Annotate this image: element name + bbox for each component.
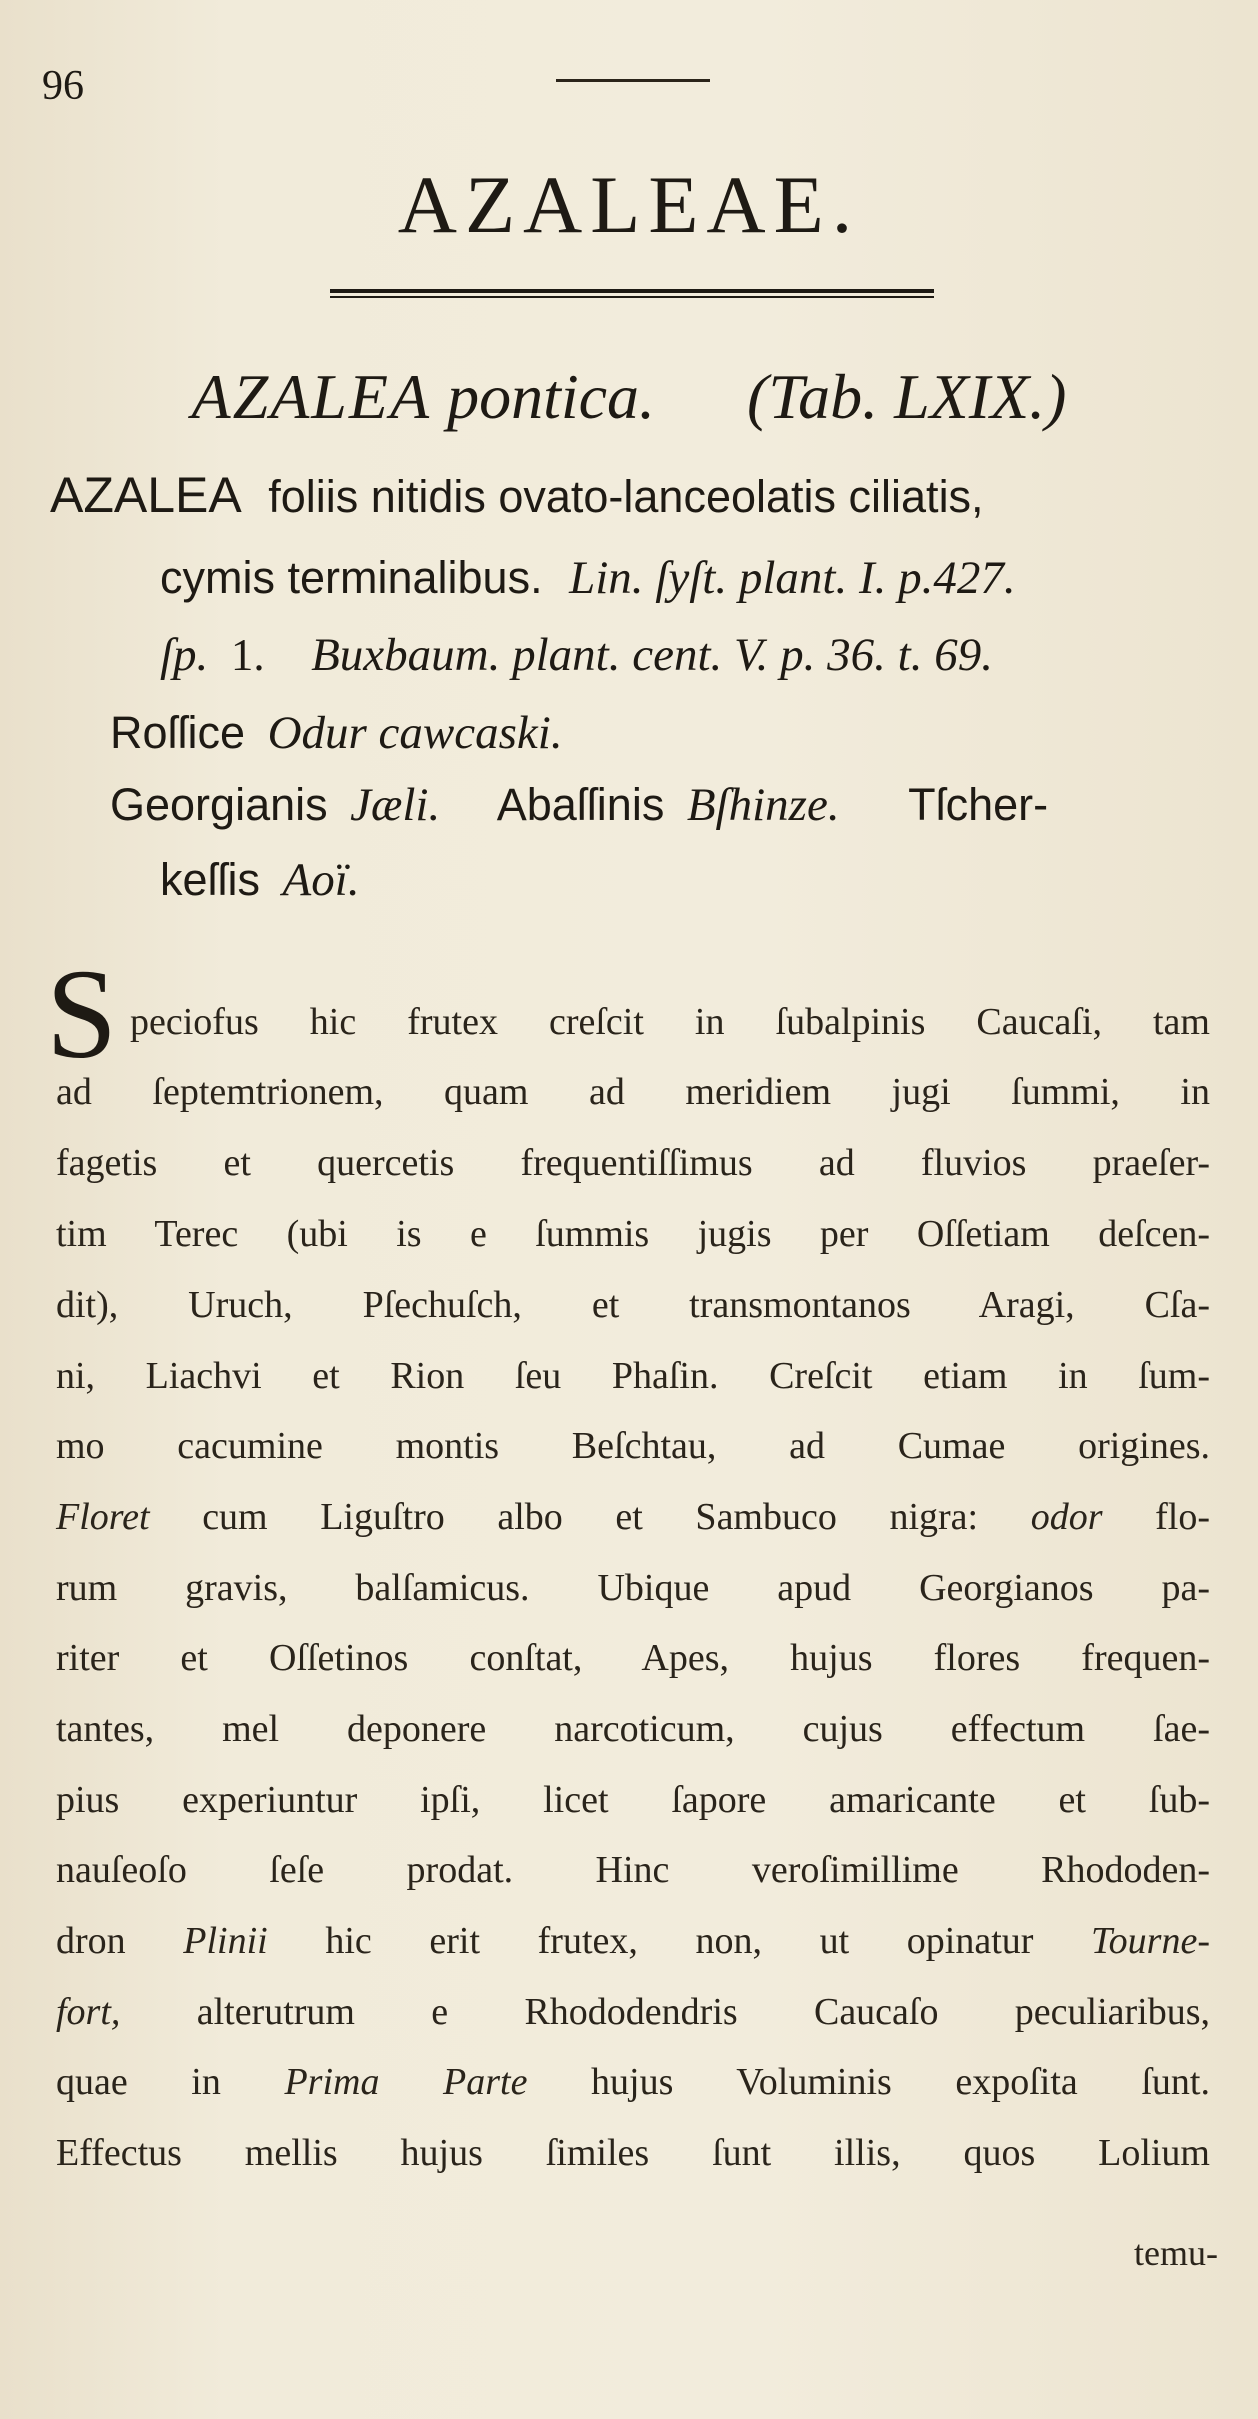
body-segment: quae in [56,2061,285,2103]
vernacular-lang: Roſſice [110,707,246,758]
body-line [56,1990,1210,2034]
heading-epithet: pontica. [447,361,656,432]
vernacular-lang: keſſis [160,854,261,905]
body-line [130,1000,1210,1044]
body-segment: cum Liguſtro albo et Sambuco nigra: [149,1496,1031,1538]
drop-capital: S [46,943,118,1085]
italic-term: Tourne- [1091,1920,1210,1962]
vernacular-name: Odur cawcaski. [267,707,563,759]
header-rule [556,79,710,82]
vernacular-name: Aoï. [282,854,360,906]
italic-term: fort, [56,1991,121,2033]
body-segment: fagetis et quercetis frequentiſſimus ad fluvios praeſer- [56,1142,1210,1184]
species-heading [0,360,1258,434]
body-line [56,1283,1210,1327]
synonymy-genus: AZALEA [50,467,242,523]
body-segment: riter et Oſſetinos conſtat, Apes, hujus flores frequen- [56,1637,1210,1679]
heading-plate: (Tab. LXIX.) [747,361,1067,432]
synonymy-line-3 [160,628,993,682]
italic-term: Floret [56,1496,150,1538]
body-line [56,1707,1210,1751]
vernacular-name: Jæli. [350,779,441,831]
body-segment: ad ſeptemtrionem, quam ad meridiem jugi ſummi, in [56,1071,1210,1113]
synonymy-line-1 [50,466,984,524]
body-line [56,1495,1210,1539]
body-line [56,1919,1210,1963]
vernacular-lang: Georgianis [110,779,328,830]
species-abbrev: ſp. [160,629,209,681]
species-number: 1. [230,630,265,680]
body-segment: dron [56,1920,184,1962]
body-segment: ni, Liachvi et Rion ſeu Phaſin. Creſcit etiam in ſum- [56,1355,1210,1397]
buxbaum-reference: Buxbaum. plant. cent. V. p. 36. t. 69. [311,629,993,681]
title-double-rule [330,289,934,298]
body-segment: hujus Voluminis expoſita ſunt. [527,2061,1210,2103]
body-line [56,2060,1210,2104]
vernacular-lang: Abaſſinis [496,779,665,830]
body-segment: mo cacumine montis Beſchtau, ad Cumae origines. [56,1425,1210,1467]
italic-term: Plinii [183,1920,268,1962]
body-line [56,2131,1210,2175]
synonymy-line-4 [110,706,563,760]
vernacular-name: Bſhinze. [686,779,840,831]
synonymy-text: cymis terminalibus. [160,552,543,603]
italic-term: Prima Parte [284,2061,528,2103]
body-line [56,1141,1210,1185]
body-segment: nauſeoſo ſeſe prodat. Hinc veroſimillime Rhododen- [56,1849,1210,1891]
body-segment: tantes, mel deponere narcoticum, cujus effectum ſae- [56,1708,1210,1750]
body-line [56,1354,1210,1398]
catchword: temu- [1134,2233,1218,2273]
synonymy-diagnosis: foliis nitidis ovato-lanceolatis ciliatis, [268,471,984,522]
synonymy-line-5 [110,778,1048,832]
body-line [56,1566,1210,1610]
italic-term: odor [1030,1496,1103,1538]
body-segment: alterutrum e Rhododendris Caucaſo peculiaribus, [120,1991,1210,2033]
heading-genus: AZALEA [191,361,432,432]
page-number: 96 [42,63,84,109]
synonymy-line-6 [160,853,360,907]
linnaeus-page: 427. [933,552,1016,604]
body-segment: peciofus hic frutex creſcit in ſubalpinis Caucaſi, tam [130,1001,1210,1043]
linnaeus-reference: Lin. ſyſt. plant. I. p. [569,552,934,604]
body-segment: tim Terec (ubi is e ſummis jugis per Oſſetiam deſcen- [56,1213,1210,1255]
body-segment: dit), Uruch, Pſechuſch, et transmontanos Aragi, Cſa- [56,1284,1210,1326]
body-line [56,1848,1210,1892]
synonymy-line-2 [160,551,1016,605]
body-line [56,1424,1210,1468]
body-segment: flo- [1102,1496,1210,1538]
body-segment: rum gravis, balſamicus. Ubique apud Georgianos pa- [56,1567,1210,1609]
body-line [56,1212,1210,1256]
body-line [56,1070,1210,1114]
body-segment: hic erit frutex, non, ut opinatur [267,1920,1092,1962]
body-segment: Effectus mellis hujus ſimiles ſunt illis, quos Lolium [56,2132,1210,2174]
body-segment: pius experiuntur ipſi, licet ſapore amaricante et ſub- [56,1779,1210,1821]
vernacular-lang: Tſcher- [908,779,1049,830]
section-title: AZALEAE. [397,159,861,250]
body-line [56,1636,1210,1680]
body-line [56,1778,1210,1822]
